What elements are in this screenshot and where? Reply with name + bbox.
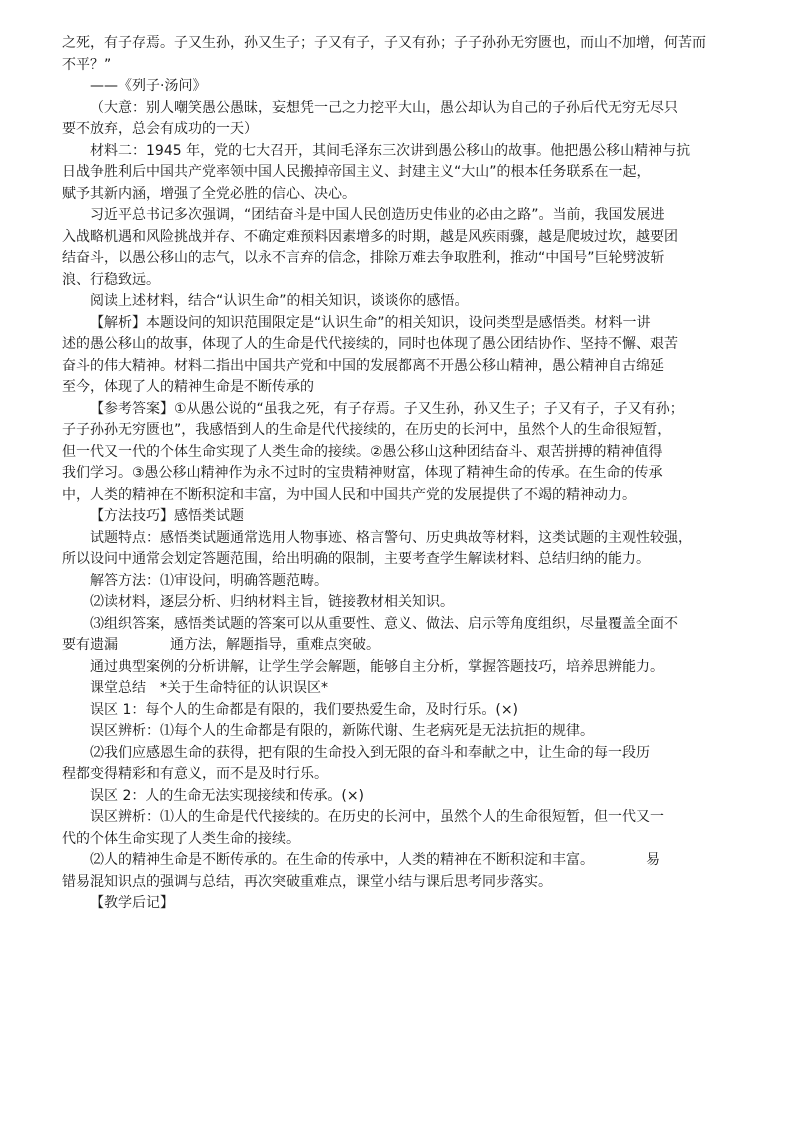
text-fragment: 通方法，解题指导，重难点突破。 <box>170 637 380 653</box>
text-line: 中，人类的精神在不断积淀和丰富，为中国人民和中国共产党的发展提供了不竭的精神动力。 <box>62 486 636 503</box>
text-line: 至今，体现了人的精神生命是不断传承的 <box>62 379 314 395</box>
text-line: 但一代又一代的个体生命实现了人类生命的接续。②愚公移山这种团结奋斗、艰苦拼搏的精神值得 <box>62 443 663 460</box>
misconception-2: 误区 2：人的生命无法实现接续和传承。(×) <box>90 787 365 804</box>
text-line: 述的愚公移山的故事，体现了人的生命是代代接续的，同时也体现了愚公团结协作、坚持不懈、艰苦 <box>62 336 678 352</box>
text-fragment: 要有遗漏 <box>62 637 118 653</box>
text-line: 入战略机遇和风险挑战并存、不确定难预料因素增多的时期，越是风疾雨骤，越是爬坡过坎，越要团 <box>62 228 678 245</box>
text-line: 要不放弃，总会有成功的一天） <box>62 121 258 137</box>
misconception-1: 误区 1：每个人的生命都是有限的，我们要热爱生命，及时行乐。(×) <box>90 701 519 718</box>
text-line: 解答方法：⑴审设问，明确答题范畴。 <box>90 572 328 589</box>
text-line: （大意：别人嘲笑愚公愚昧，妄想凭一己之力挖平大山，愚公却认为自己的子孙后代无穷无尽只 <box>90 99 678 116</box>
text-line: 误区辨析：⑴人的生命是代代接续的。在历史的长河中，虽然个人的生命很短暂，但一代又一 <box>90 809 664 825</box>
text-line: 之死，有子存焉。子又生孙，孙又生子；子又有子，子又有孙；子子孙孙无穷匮也，而山不加增，何苦而 <box>62 35 706 51</box>
text-line: 日战争胜利后中国共产党率领中国人民搬掉帝国主义、封建主义“大山”的根本任务联系在一起， <box>62 164 651 180</box>
teaching-notes-heading: 【教学后记】 <box>90 895 174 911</box>
text-line: 通过典型案例的分析讲解，让学生学会解题，能够自主分析，掌握答题技巧，培养思辨能力。 <box>90 658 664 675</box>
text-line: 我们学习。③愚公移山精神作为永不过时的宝贵精神财富，体现了精神生命的传承。在生命的传承 <box>62 465 663 481</box>
text-line: 程都变得精彩和有意义，而不是及时行乐。 <box>62 766 328 782</box>
text-line: ⑵我们应感恩生命的获得，把有限的生命投入到无限的奋斗和奉献之中，让生命的每一段历 <box>90 744 650 761</box>
document-page <box>62 33 734 915</box>
text-line: 代的个体生命实现了人类生命的接续。 <box>62 830 300 847</box>
text-fragment: 易 <box>646 852 660 868</box>
answer-heading-line: 【参考答案】①从愚公说的“虽我之死，有子存焉。子又生孙，孙又生子；子又有子，子又有孙； <box>90 400 684 417</box>
summary-heading: 课堂总结 *关于生命特征的认识误区* <box>90 680 328 696</box>
question-line: 阅读上述材料，结合“认识生命”的相关知识，谈谈你的感悟。 <box>90 293 469 309</box>
text-line: 结奋斗，以愚公移山的志气，以永不言弃的信念，排除万难去争取胜利，推动“中国号”巨轮劈波斩 <box>62 250 665 266</box>
text-line: 不平？” <box>62 56 112 73</box>
text-fragment: ⑵人的精神生命是不断传承的。在生命的传承中，人类的精神在不断积淀和丰富。 <box>90 852 594 868</box>
text-line: ⑵读材料，逐层分析、归纳材料主旨，链接教材相关知识。 <box>90 594 454 610</box>
text-line <box>62 850 734 872</box>
text-line: 子子孙孙无穷匮也”，我感悟到人的生命是代代接续的，在历史的长河中，虽然个人的生命很短暂， <box>62 422 672 438</box>
text-line: 所以设问中通常会划定答题范围，给出明确的限制，主要考查学生解读材料、总结归纳的能力。 <box>62 551 650 567</box>
text-line: 材料二：1945 年，党的七大召开，其间毛泽东三次讲到愚公移山的故事。他把愚公移山精神与抗 <box>90 142 691 159</box>
text-line: ⑶组织答案，感悟类试题的答案可以从重要性、意义、做法、启示等角度组织，尽量覆盖全面不 <box>90 615 678 632</box>
text-line: 浪、行稳致远。 <box>62 271 160 288</box>
text-line: 错易混知识点的强调与总结，再次突破重难点，课堂小结与课后思考同步落实。 <box>62 873 552 890</box>
citation-line: ——《列子·汤问》 <box>90 78 207 94</box>
text-line: 试题特点：感悟类试题通常选用人物事迹、格言警句、历史典故等材料，这类试题的主观性较强， <box>90 529 692 546</box>
text-line: 奋斗的伟大精神。材料二指出中国共产党和中国的发展都离不开愚公移山精神，愚公精神自古绵延 <box>62 357 664 374</box>
text-line: 赋予其新内涵，增强了全党必胜的信心、决心。 <box>62 185 356 202</box>
text-line: 误区辨析：⑴每个人的生命都是有限的，新陈代谢、生老病死是无法抗拒的规律。 <box>90 723 594 739</box>
analysis-heading-line: 【解析】本题设问的知识范围限定是“认识生命”的相关知识，设问类型是感悟类。材料一讲 <box>90 314 651 331</box>
text-line: 习近平总书记多次强调，“团结奋斗是中国人民创造历史伟业的必由之路”。当前，我国发展进 <box>90 207 665 223</box>
text-line <box>62 635 734 657</box>
method-heading: 【方法技巧】感悟类试题 <box>90 508 244 524</box>
